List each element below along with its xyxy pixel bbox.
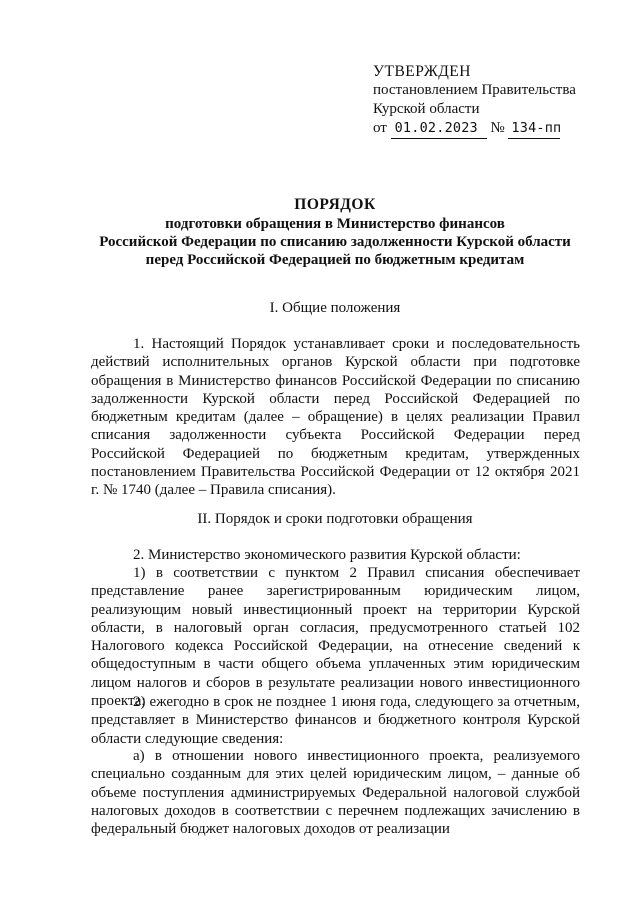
approval-stamp <box>373 62 576 139</box>
approval-date: 01.02.2023 <box>391 119 487 139</box>
approval-from-label: от <box>373 120 387 136</box>
paragraph-2-item-1: 1) в соответствии с пунктом 2 Правил списания обеспечивает представление ранее зарегистрированным юридическим лицом, реализующим новый инвестиционный проект на территории Курской области, в налоговый орган согласия, предусмотренного статьей 102 Налогового кодекса Российской Федерации, на отнесение сведений к общедоступным в части общего объема уплаченных этим юридическим лицом налогов и сборов в результате реализации нового инвестиционного проекта; <box>91 565 580 710</box>
approval-heading: УТВЕРЖДЕН <box>373 63 471 80</box>
section-heading-general: I. Общие положения <box>269 300 401 316</box>
approval-line-2: Курской области <box>373 101 480 117</box>
approval-number-label: № <box>490 120 505 136</box>
paragraph-2-item-2-a: а) в отношении нового инвестиционного проекта, реализуемого специально созданным для этих целей юридическим лицом, – данные об объеме поступления администрируемых Федеральной налоговой службой налоговых доходов в соответствии с перечнем подлежащих зачислению в федеральный бюджет налоговых доходов от реализации <box>91 748 580 838</box>
document-title: ПОРЯДОК <box>294 196 376 213</box>
document-subtitle-line-2: Российской Федерации по списанию задолженности Курской области <box>99 234 571 250</box>
paragraph-2-item-2: 2) ежегодно в срок не позднее 1 июня года, следующего за отчетным, представляет в Министерство финансов и бюджетного контроля Курской области следующие сведения: <box>91 694 580 747</box>
approval-number: 134-пп <box>508 119 560 139</box>
document-subtitle-line-3: перед Российской Федерацией по бюджетным кредитам <box>145 252 525 268</box>
paragraph-2: 2. Министерство экономического развития Курской области: <box>133 547 521 563</box>
document-subtitle-line-1: подготовки обращения в Министерство финансов <box>165 216 505 232</box>
approval-date-number-line <box>373 119 576 139</box>
section-heading-procedure: II. Порядок и сроки подготовки обращения <box>197 511 473 527</box>
paragraph-1: 1. Настоящий Порядок устанавливает сроки и последовательность действий исполнительных органов Курской области при подготовке обращения в Министерство финансов Российской Федерации по списанию задолженности Курской области перед Российской Федерацией по бюджетным кредитам (далее – обращение) в целях реализации Правил списания задолженности субъекта Российской Федерации перед Российской Федерацией по бюджетным кредитам, утвержденных постановлением Правительства Российской Федерации от 12 октября 2021 г. № 1740 (далее – Правила списания). <box>91 336 580 499</box>
approval-line-1: постановлением Правительства <box>373 82 576 98</box>
